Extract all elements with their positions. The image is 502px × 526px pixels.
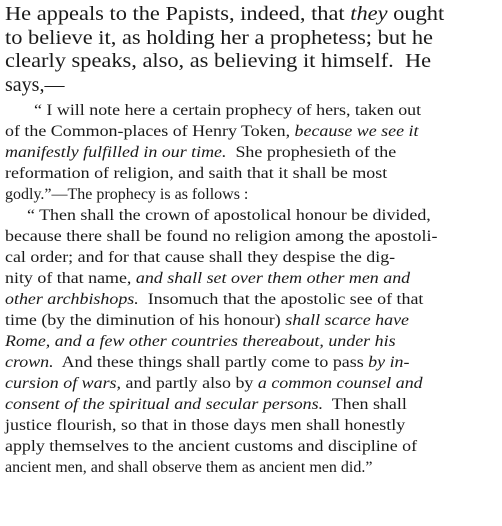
text-run: godly.”—The prophecy is as follows : [5,186,249,203]
italic-text-run: they [350,3,388,25]
quote-line [5,458,372,477]
quote-line [5,374,423,393]
quote-line [5,122,418,141]
quote-line [5,269,410,288]
quote-line [5,248,395,267]
intro-line [5,49,431,73]
quote-line [5,416,405,435]
quote-line [34,101,421,120]
text-run: to believe it, as holding her a prophetess; but he [5,26,433,49]
text-run: “ I will note here a certain prophecy of hers, taken out [34,102,422,119]
quote-line [27,206,431,225]
text-run: says,— [5,73,65,96]
quote-line [5,395,407,414]
text-run: clearly speaks, also, as believing it himself. He [5,50,432,73]
text-run: ought [387,3,445,25]
text-run: apply themselves to the ancient customs and discipline of [5,438,418,455]
text-run: cal order; and for that cause shall they despise the dig- [5,249,396,266]
text-run: justice flourish, so that in those days men shall honestly [5,417,406,434]
text-run: “ Then shall the crown of apostolical honour be divided, [27,207,431,224]
text-run: time (by the diminution of his honour) [5,312,286,329]
text-run: Insomuch that the apostolic see of that [138,291,424,308]
italic-text-run: Rome, and a few other countries thereabout, under his [5,333,396,350]
text-run: Then shall [323,396,407,413]
italic-text-run: crown. [5,354,54,371]
italic-text-run: a common counsel and [257,375,423,392]
intro-line [5,2,444,26]
italic-text-run: shall scarce have [285,312,409,329]
italic-text-run: consent of the spiritual and secular persons. [5,396,324,413]
italic-text-run: and shall set over them other men and [135,270,411,287]
quote-line [5,143,396,162]
italic-text-run: because we see it [294,123,419,140]
quote-line [5,353,409,372]
text-run: of the Common-places of Henry Token, [5,123,295,140]
italic-text-run: other archbishops. [5,291,139,308]
text-run: and partly also by [121,375,258,392]
text-run: reformation of religion, and saith that it shall be most [5,165,388,182]
text-run: ancient men, and shall observe them as ancient men did.” [5,459,373,476]
italic-text-run: by in- [368,354,410,371]
text-run: And these things shall partly come to pass [53,354,369,371]
quote-line [5,311,409,330]
text-run: He appeals to the Papists, indeed, that [5,3,351,25]
text-run: because there shall be found no religion among the apostoli- [5,228,438,245]
quote-line [5,290,423,309]
quote-line [5,332,396,351]
italic-text-run: manifestly fulfilled in our time. [5,144,227,161]
text-run: nity of that name, [5,270,136,287]
quote-line [5,164,387,183]
quote-line [5,185,248,204]
intro-line [5,26,433,50]
quote-line [5,227,437,246]
intro-line [5,73,64,97]
text-run: She prophesieth of the [226,144,397,161]
quote-line [5,437,417,456]
italic-text-run: cursion of wars, [5,375,122,392]
